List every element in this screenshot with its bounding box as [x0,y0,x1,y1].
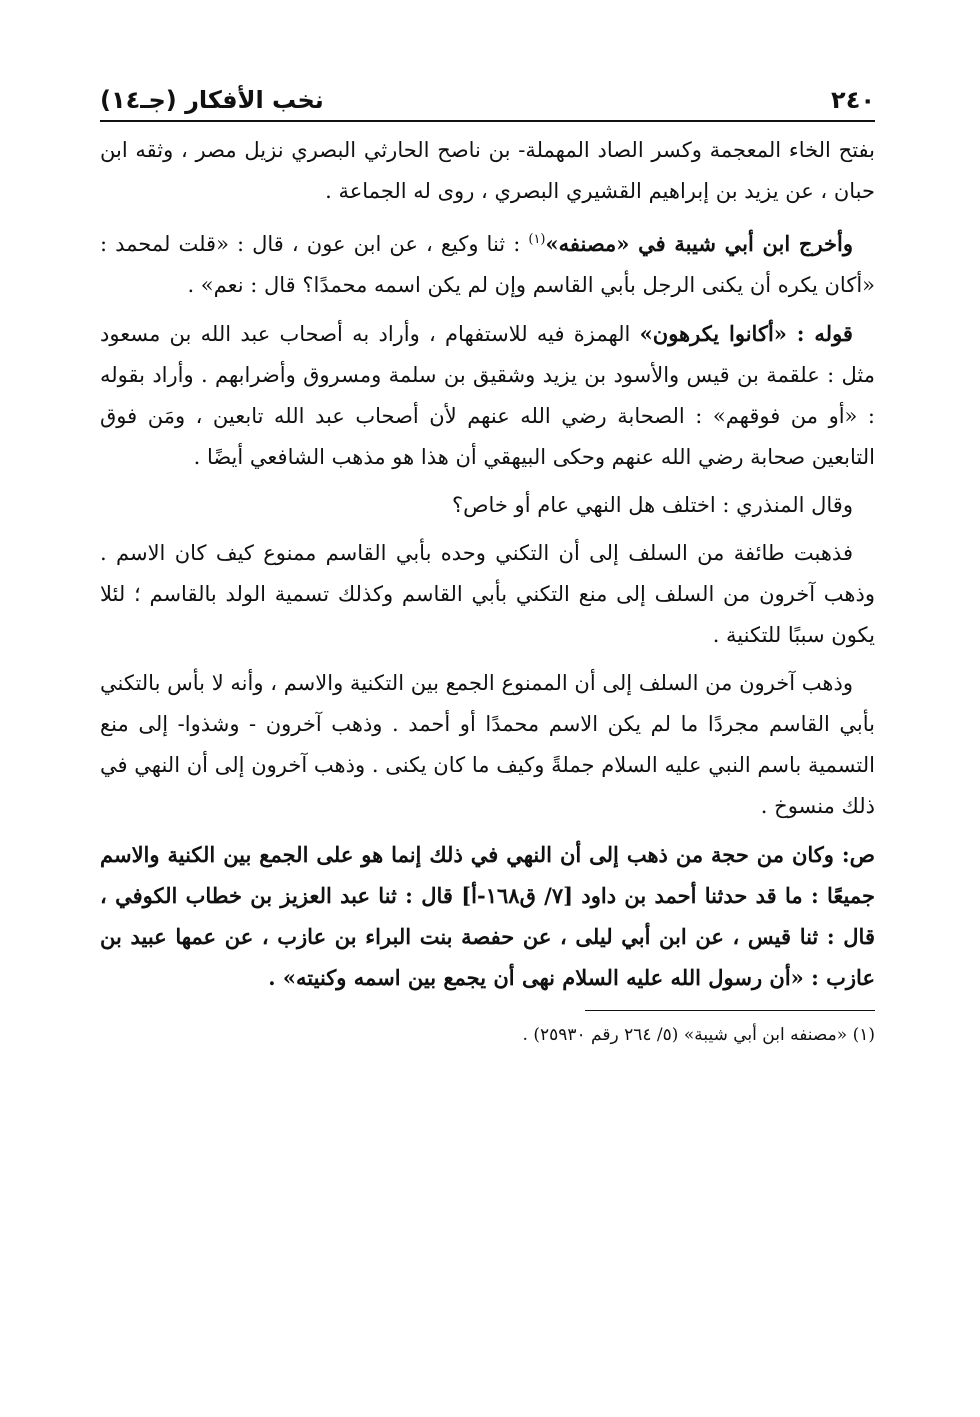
paragraph-5 [100,533,875,656]
paragraph-3 [100,313,875,478]
paragraph-text: ص: وكان من حجة من ذهب إلى أن النهي في ذلك إنما هو على الجمع بين الكنية والاسم جميعًا : ما قد حدثنا أحمد بن داود [٧/ ق١٦٨-أ] قال : ثنا عبد العزيز بن خطاب الكوفي ، قال : ثنا قيس ، عن ابن أبي ليلى ، عن حفصة بنت البراء بن عازب ، عن عمها عبيد بن عازب : «أن رسول الله عليه السلام نهى أن يجمع بين اسمه وكنيته» . [100,842,876,990]
paragraph-text: فذهبت طائفة من السلف إلى أن التكني وحده بأبي القاسم ممنوع كيف كان الاسم . وذهب آخرون من السلف إلى منع التكني بأبي القاسم وكذلك تسمية الولد بالقاسم ؛ لئلا يكون سببًا للتكنية . [100,541,875,647]
footnote-marker[interactable]: (١) [528,232,546,247]
footnote: (١) «مصنفه ابن أبي شيبة» (٥/ ٢٦٤ رقم ٢٥٩٣٠) . [522,1025,875,1045]
footnote-divider [585,1010,875,1011]
paragraph-text: : ثنا وكيع ، عن ابن عون ، قال : «قلت لمحمد : «أكان يكره أن يكنى الرجل بأبي القاسم وإن لم يكن اسمه محمدًا؟ قال : نعم» . [100,232,875,297]
paragraph-text: وقال المنذري : اختلف هل النهي عام أو خاص؟ [451,493,853,517]
page-number: ٢٤٠ [831,86,875,114]
paragraph-text: بفتح الخاء المعجمة وكسر الصاد المهملة- بن ناصح الحارثي البصري نزيل مصر ، وثقه ابن حبان ، عن يزيد بن إبراهيم القشيري البصري ، روى له الجماعة . [100,138,875,203]
page-header [100,70,875,120]
paragraph-lead: وأخرج ابن أبي شيبة في «مصنفه» [545,231,853,256]
paragraph-text: الهمزة فيه للاستفهام ، وأراد به أصحاب عبد الله بن مسعود مثل : علقمة بن قيس والأسود بن يزيد وشقيق بن سلمة ومسروق وأضرابهم . وأراد بقوله : «أو من فوقهم» : الصحابة رضي الله عنهم لأن أصحاب عبد الله تابعين ، ومَن فوق التابعين صحابة رضي الله عنهم وحكى البيهقي أن هذا هو مذهب الشافعي أيضًا . [100,322,875,469]
paragraph-6 [100,663,875,827]
book-page [100,70,875,1377]
paragraph-lead: قوله : «أكانوا يكرهون» [639,321,853,346]
book-title: نخب الأفكار (جـ١٤) [100,86,324,114]
paragraph-1 [100,130,875,212]
paragraph-7 [100,834,875,998]
header-divider [100,120,875,122]
main-text [100,130,875,998]
paragraph-text: وذهب آخرون من السلف إلى أن الممنوع الجمع بين التكنية والاسم ، وأنه لا بأس بالتكني بأبي القاسم مجردًا ما لم يكن الاسم محمدًا أو أحمد . وذهب آخرون - وشذوا- إلى منع التسمية باسم النبي عليه السلام جملةً وكيف ما كان يكنى . وذهب آخرون إلى أن النهي في ذلك منسوخ . [100,671,875,818]
paragraph-4 [100,485,875,526]
paragraph-2 [100,219,875,306]
